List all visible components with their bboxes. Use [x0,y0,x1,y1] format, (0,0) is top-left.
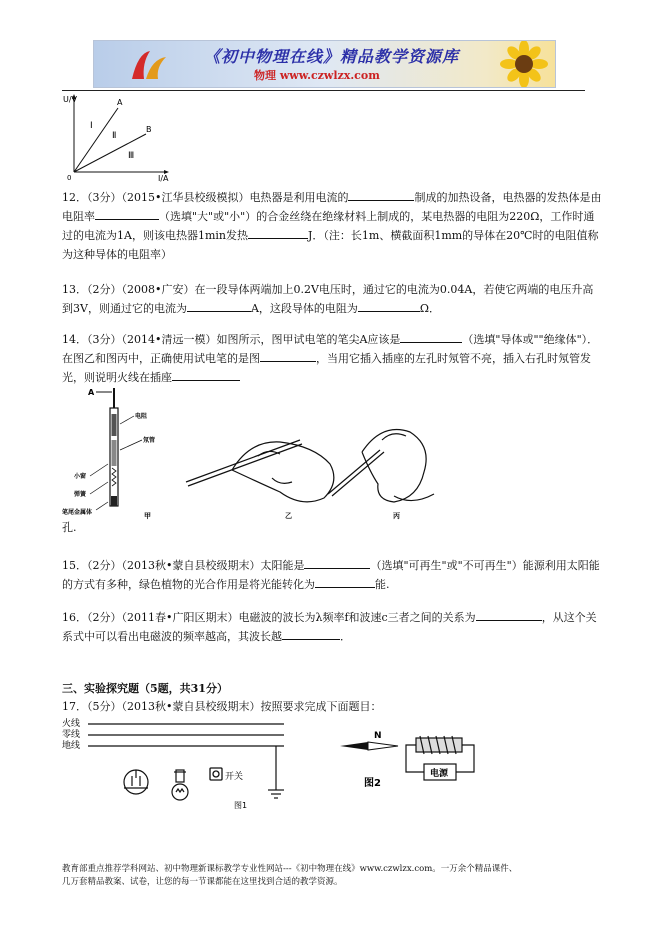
question-17 [62,697,602,716]
q14-blank-2[interactable] [260,349,316,362]
q16-text-2: ，从这个关系式中可以看出电磁波的频率越高，其波长越 [62,611,597,643]
banner-title: 《初中物理在线》精品教学资源库 [204,47,460,66]
pen-label-neon-tube: 氖管 [143,437,156,444]
q14-text-2: （选填"导体或""绝缘体"）．在图乙和图丙中，正确使用试电笔的是图 [62,333,599,365]
question-15 [62,556,602,594]
q12-blank-2[interactable] [95,207,159,220]
wire-label-ground: 地线 [62,741,81,751]
q14-blank-1[interactable] [400,330,462,343]
header-banner [93,40,556,88]
wire-label-neutral: 零线 [62,730,81,740]
bulb-icon [172,770,188,800]
pen-label-spring: 弹簧 [74,491,87,498]
question-12 [62,188,602,264]
caption-yi: 乙 [285,512,292,520]
question-13 [62,280,602,318]
switch-icon [210,768,222,780]
test-pen-figure [62,386,452,522]
q16-text-1: 16．（2分）（2011春•广阳区期末）电磁波的波长为λ频率f和波速c三者之间的关系为 [62,611,476,624]
graph-line-a-label: A [117,98,123,107]
wire-label-live: 火线 [62,719,81,729]
question-14 [62,330,602,387]
pen-bing-hand [328,430,434,521]
graph-line-b-label: B [146,125,152,134]
q12-text-2: 制成的加热设备，电热器的发热体是由电阻率 [62,191,602,223]
q13-text-2: A，这段导体的电阻为 [250,302,358,315]
socket-icon [124,770,148,794]
pen-tip-label: A [88,388,95,397]
graph-y-axis-label: U/V [63,95,78,104]
sunflower-icon [494,41,554,87]
q16-text-3: ． [340,630,351,643]
q12-text-3: （选填"大"或"小"）的合金丝绕在绝缘材料上制成的，某电热器的电阻为220Ω，工作时通过的电流为1A，则该电热器1min发热 [62,210,595,242]
wiring-figure-1 [62,716,288,816]
q12-text-1: 12．（3分）（2015•江华县校级模拟）电热器是利用电流的 [62,191,349,204]
footer-line-2: 几万套精品教案、试卷，让您的每一节课都能在这里找到合适的教学资源。 [62,877,343,887]
caption-jia: 甲 [144,512,151,520]
graph-x-axis-label: I/A [158,174,169,182]
pen-yi-hand [186,440,334,520]
graph-origin-label: 0 [67,174,72,182]
graph-region-1-label: Ⅰ [90,121,93,131]
footer [62,863,602,889]
solenoid-figure-2 [340,724,500,796]
ui-graph [62,92,172,182]
q16-blank-2[interactable] [282,627,340,640]
q15-text-1: 15．（2分）（2013秋•蒙自县校级期末）太阳能是 [62,559,305,572]
q14-text-3: ，当用它插入插座的左孔时氖管不亮，插入右孔时氖管发光，则说明火线在插座 [62,352,591,384]
switch-label: 开关 [225,772,244,782]
fig1-caption: 图1 [234,801,248,810]
q15-blank-1[interactable] [304,556,370,569]
caption-bing: 丙 [393,512,400,520]
q14-blank-3[interactable] [172,368,240,381]
q17-text: 17．（5分）（2013秋•蒙自县校级期末）按照要求完成下面题目： [62,700,382,713]
q12-text-4: J．（注：长1m、横截面积1mm的导体在20℃时的电阻值称为这种导体的电阻率） [62,229,599,261]
pen-label-tail-metal: 笔尾金属体 [62,509,93,516]
ground-icon [268,746,284,798]
question-16 [62,608,602,646]
q14-tail-text: 孔. [62,521,77,534]
q13-blank-2[interactable] [358,299,420,312]
power-label: 电源 [430,769,449,779]
footer-line-1: 教育部重点推荐学科网站、初中物理新课标教学专业性网站---《初中物理在线》www.czwlzx.com。一万余个精品课件、 [62,864,518,874]
fig2-caption: 图2 [364,778,381,789]
logo-icon [124,45,174,85]
q12-blank-3[interactable] [248,226,308,239]
banner-url: 物理 www.czwlzx.com [254,69,380,82]
pen-label-window: 小窗 [74,473,87,480]
q16-blank-1[interactable] [476,608,542,621]
q13-blank-1[interactable] [187,299,251,312]
q15-text-3: 能. [375,578,390,591]
section-3-title: 三、实验探究题（5题，共31分） [62,682,228,695]
graph-region-2-label: Ⅱ [112,131,117,141]
header-rule [62,90,585,91]
q12-blank-1[interactable] [348,188,414,201]
q15-text-2: （选填"可再生"或"不可再生"）能源利用太阳能的方式有多种，绿色植物的光合作用是将光能转化为 [62,559,600,591]
q13-text-3: Ω． [419,302,441,315]
pen-label-resistor: 电阻 [135,413,148,420]
q14-tail [62,518,602,537]
q13-text-1: 13．（2分）（2008•广安）在一段导体两端加上0.2V电压时，通过它的电流为0.04A，若使它两端的电压升高到3V，则通过它的电流为 [62,283,594,315]
graph-region-3-label: Ⅲ [128,151,135,161]
q15-blank-2[interactable] [315,575,375,588]
pen-jia-diagram [62,388,155,520]
compass-north-label: N [374,731,382,741]
q14-text-1: 14．（3分）（2014•清远一模）如图所示，图甲试电笔的笔尖A应该是 [62,333,401,346]
